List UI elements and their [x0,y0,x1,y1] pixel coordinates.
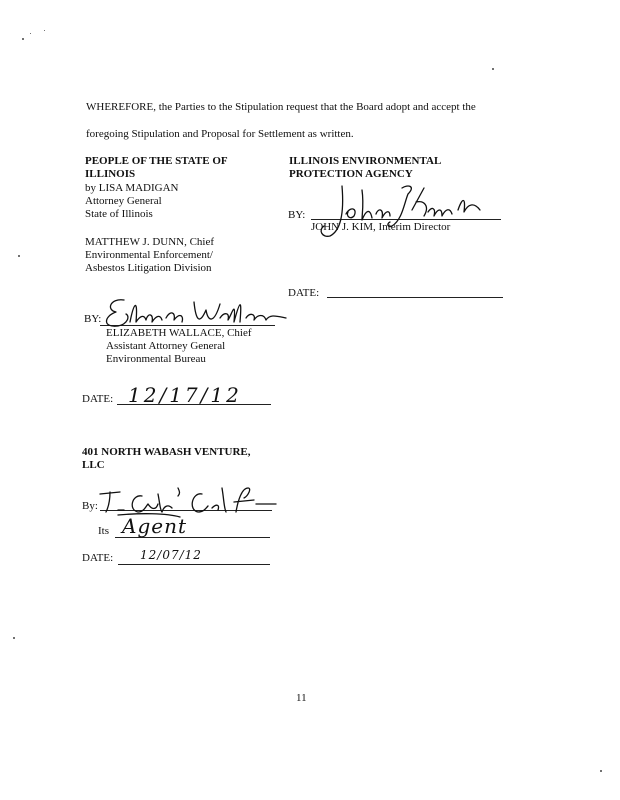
people-dunn: MATTHEW J. DUNN, Chief [85,236,215,248]
closing-line-2: foregoing Stipulation and Proposal for Settlement as written. [86,128,354,140]
iepa-heading-2: PROTECTION AGENCY [289,168,413,180]
scan-speck [22,38,24,40]
wabash-date-label: DATE: [82,552,114,564]
scan-speck [30,33,31,34]
iepa-date-line [327,297,503,298]
wabash-heading-1: 401 NORTH WABASH VENTURE, [82,446,251,458]
people-date-label: DATE: [82,393,114,405]
people-by-label: BY: [84,313,102,325]
page-number: 11 [296,692,307,704]
scan-speck [44,30,45,31]
scan-speck [18,255,20,257]
wabash-by-label: By: [82,500,98,512]
wabash-date-line [118,564,270,565]
people-date-value: 12/17/12 [128,383,242,407]
iepa-heading-1: ILLINOIS ENVIRONMENTAL [289,155,442,167]
scan-speck [492,68,494,70]
people-attorney-general: Attorney General [85,195,162,207]
scan-speck [13,637,15,639]
people-signer-name: ELIZABETH WALLACE, Chief [106,327,252,339]
people-heading-1: PEOPLE OF THE STATE OF [85,155,228,167]
people-signer-title-1: Assistant Attorney General [106,340,226,352]
people-by-madigan: by LISA MADIGAN [85,182,179,194]
iepa-by-label: BY: [288,209,306,221]
iepa-date-label: DATE: [288,287,320,299]
kim-signature [312,180,484,250]
wabash-heading-2: LLC [82,459,105,471]
iepa-signer-name: JOHN J. KIM, Interim Director [311,221,451,233]
scan-speck [600,770,602,772]
wabash-date-value: 12/07/12 [140,548,202,562]
wabash-its-value: Agent [122,514,187,538]
people-state: State of Illinois [85,208,153,220]
closing-line-1: WHEREFORE, the Parties to the Stipulation request that the Board adopt and accept the [86,101,476,113]
people-signer-title-2: Environmental Bureau [106,353,206,365]
people-heading-2: ILLINOIS [85,168,136,180]
wabash-its-label: Its [98,525,109,537]
people-asbestos: Asbestos Litigation Division [85,262,212,274]
people-env-enforcement: Environmental Enforcement/ [85,249,213,261]
agent-underline-flourish [110,511,188,541]
